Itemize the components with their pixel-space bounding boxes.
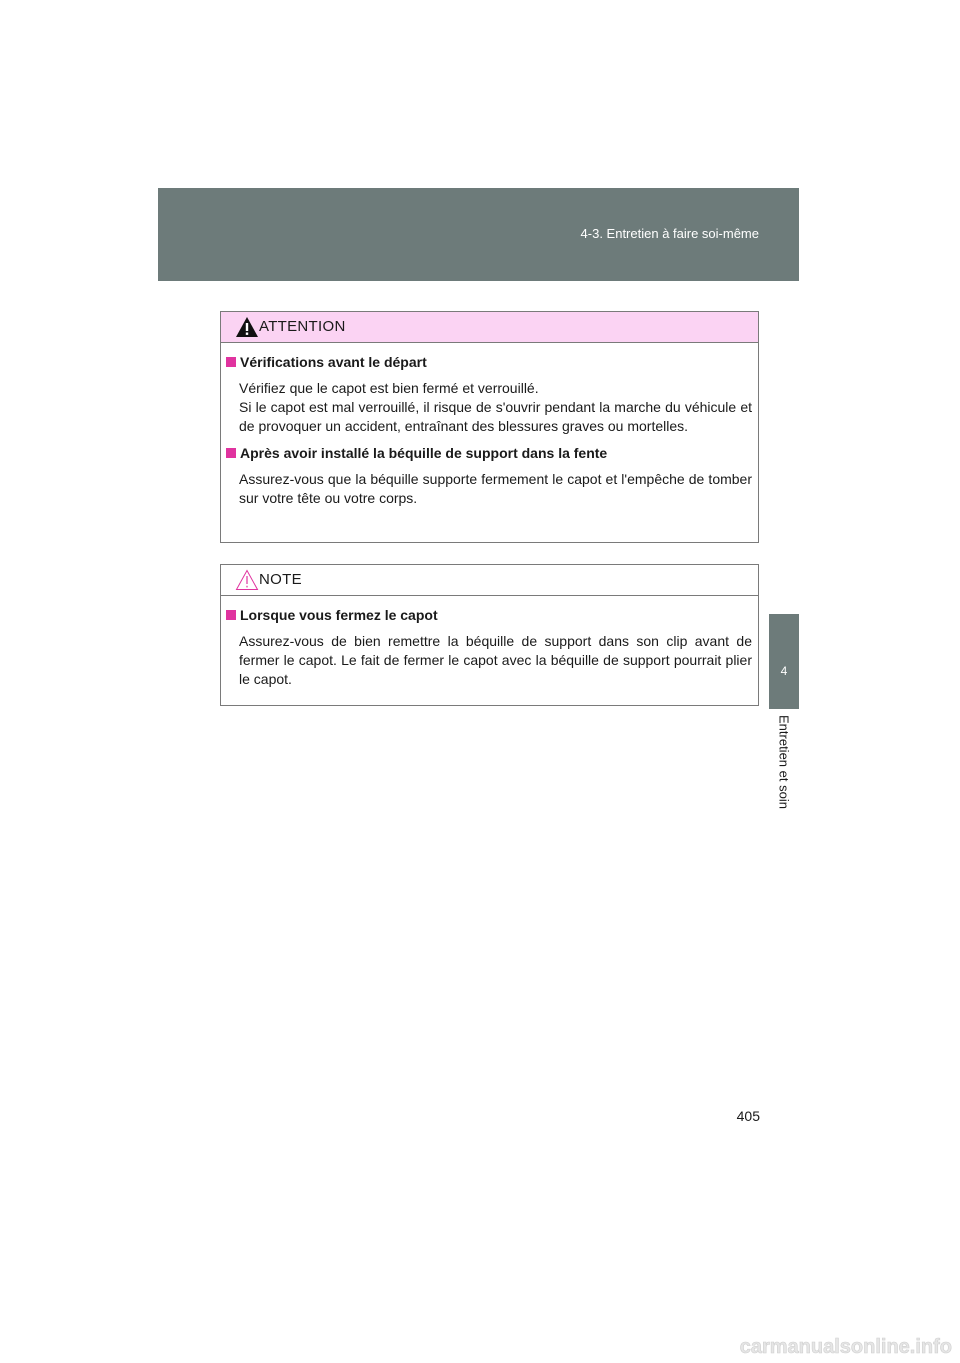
warning-triangle-filled-icon <box>235 316 259 338</box>
note-title: NOTE <box>259 571 302 588</box>
pink-square-bullet-icon <box>226 357 236 367</box>
note-box-body <box>221 596 758 689</box>
attention-item-heading <box>225 444 752 463</box>
attention-item-text <box>225 379 752 436</box>
chapter-label-container <box>769 715 799 835</box>
attention-item-line: Si le capot est mal verrouillé, il risque de s'ouvrir pendant la marche du véhicule et de provoquer un accident, entraînant des blessures graves ou mortelles. <box>239 399 752 434</box>
note-item-text <box>225 632 752 689</box>
note-item-line: Assurez-vous de bien remettre la béquille de support dans son clip avant de fermer le capot. Le fait de fermer le capot avec la béquille de support pourrait plier le capot. <box>239 633 752 687</box>
attention-box <box>220 311 759 543</box>
note-item-heading-text: Lorsque vous fermez le capot <box>240 607 438 623</box>
section-header-band <box>158 188 799 281</box>
watermark-text: carmanualsonline.info <box>739 1336 952 1358</box>
watermark-logo[interactable] <box>600 1336 960 1358</box>
note-item-heading <box>225 606 752 625</box>
pink-square-bullet-icon <box>226 610 236 620</box>
note-box-header <box>221 565 758 596</box>
page-number: 405 <box>736 1108 760 1124</box>
chapter-tab <box>769 614 799 709</box>
attention-item-line: Assurez-vous que la béquille supporte fermement le capot et l'empêche de tomber sur votre tête ou votre corps. <box>239 471 752 506</box>
attention-item-heading-text: Après avoir installé la béquille de support dans la fente <box>240 445 608 461</box>
chapter-label: Entretien et soin <box>776 715 792 809</box>
attention-box-body <box>221 343 758 508</box>
note-box <box>220 564 759 706</box>
attention-item-text <box>225 470 752 508</box>
chapter-number: 4 <box>780 664 788 678</box>
pink-square-bullet-icon <box>226 448 236 458</box>
attention-box-header <box>221 312 758 343</box>
attention-item-heading <box>225 353 752 372</box>
attention-item-heading-text: Vérifications avant le départ <box>240 354 427 370</box>
attention-item-line: Vérifiez que le capot est bien fermé et verrouillé. <box>239 380 539 396</box>
watermark-logo-image <box>600 1336 960 1358</box>
warning-triangle-outline-icon <box>235 569 259 591</box>
attention-title: ATTENTION <box>259 318 346 335</box>
section-title: 4-3. Entretien à faire soi-même <box>580 226 759 241</box>
